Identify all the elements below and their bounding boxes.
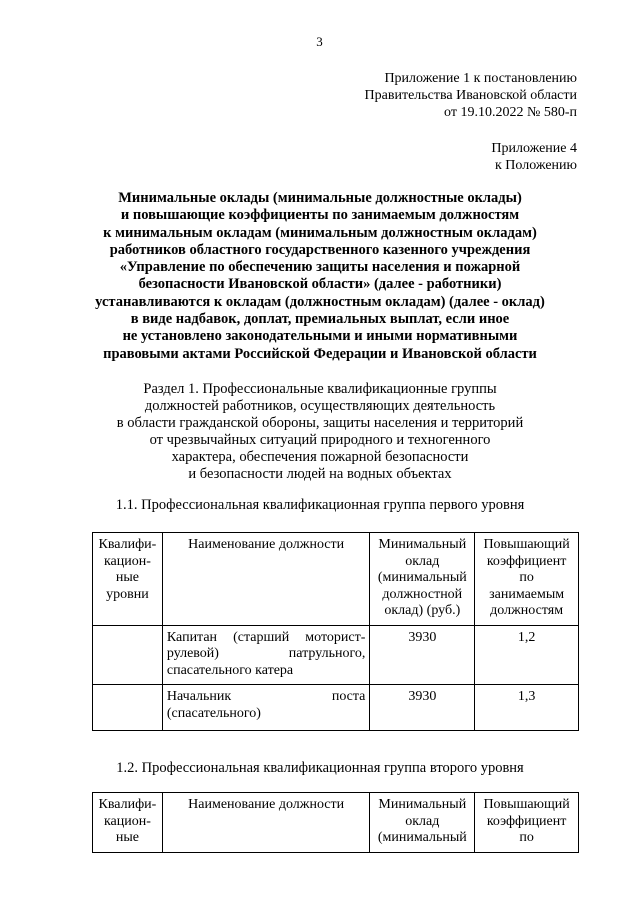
- cell-coefficient: 1,2: [475, 625, 579, 685]
- header-coefficient: Повышающий коэффициент по занимаемым должностям: [475, 533, 579, 626]
- appendix-1-line: Приложение 1 к постановлению: [384, 71, 577, 86]
- appendix-1-line: Правительства Ивановской области: [364, 88, 577, 103]
- section-line: и безопасности людей на водных объектах: [188, 466, 452, 482]
- cell-level: [93, 685, 163, 731]
- table-header-row: [93, 793, 579, 853]
- table-row: [93, 685, 579, 731]
- appendix-4-line: к Положению: [494, 158, 577, 173]
- appendix-1-line: от 19.10.2022 № 580-п: [444, 105, 577, 120]
- cell-coefficient: 1,3: [475, 685, 579, 731]
- title-line: устанавливаются к окладам (должностным окладам) (далее - оклад): [95, 293, 545, 310]
- cell-position-name: Начальник поста (спасательного): [162, 685, 370, 731]
- title-line: в виде надбавок, доплат, премиальных выплат, если иное: [130, 311, 510, 328]
- header-position-name: Наименование должности: [162, 793, 370, 853]
- title-line: Минимальные оклады (минимальные должностные оклады): [118, 190, 522, 206]
- table-row: [93, 625, 579, 685]
- cell-min-salary: 3930: [370, 625, 475, 685]
- document-title: [60, 190, 580, 363]
- title-line: «Управление по обеспечению защиты населения и пожарной: [119, 259, 521, 276]
- section-line: должностей работников, осуществляющих деятельность: [144, 398, 496, 414]
- appendix-1-block: [365, 70, 577, 121]
- section-line: в области гражданской обороны, защиты населения и территорий: [116, 415, 524, 431]
- group-2-table: [92, 792, 579, 853]
- cell-level: [93, 625, 163, 685]
- group-1-table: [92, 532, 579, 731]
- group-2-title: 1.2. Профессиональная квалификационная группа второго уровня: [116, 760, 524, 776]
- title-line: работников областного государственного казенного учреждения: [109, 241, 531, 258]
- header-coefficient: Повышающий коэффициент по: [475, 793, 579, 853]
- table-header-row: [93, 533, 579, 626]
- title-line: безопасности Ивановской области» (далее - работники): [138, 276, 502, 293]
- section-line: характера, обеспечения пожарной безопасности: [171, 449, 469, 465]
- header-level: Квалифи- кацион- ные уровни: [93, 533, 163, 626]
- header-min-salary: Минимальный оклад (минимальный должностной оклад) (руб.): [370, 533, 475, 626]
- cell-min-salary: 3930: [370, 685, 475, 731]
- title-line: к минимальным окладам (минимальным должностным окладам): [103, 224, 537, 241]
- section-line: от чрезвычайных ситуаций природного и техногенного: [149, 432, 491, 448]
- section-line: Раздел 1. Профессиональные квалификационные группы: [143, 381, 497, 397]
- page-number: 3: [316, 34, 323, 49]
- group-1-title: 1.1. Профессиональная квалификационная группа первого уровня: [115, 497, 525, 513]
- section-title: [60, 381, 580, 483]
- header-position-name: Наименование должности: [162, 533, 370, 626]
- header-min-salary: Минимальный оклад (минимальный: [370, 793, 475, 853]
- appendix-4-block: [491, 140, 577, 174]
- header-level: Квалифи- кацион- ные: [93, 793, 163, 853]
- cell-position-name: Капитан (старший моторист-рулевой) патрульного, спасательного катера: [162, 625, 370, 685]
- title-line: правовыми актами Российской Федерации и Ивановской области: [103, 345, 537, 362]
- title-line: не установлено законодательными и иными нормативными: [122, 328, 518, 345]
- title-line: и повышающие коэффициенты по занимаемым должностям: [120, 207, 520, 224]
- appendix-4-line: Приложение 4: [491, 141, 577, 156]
